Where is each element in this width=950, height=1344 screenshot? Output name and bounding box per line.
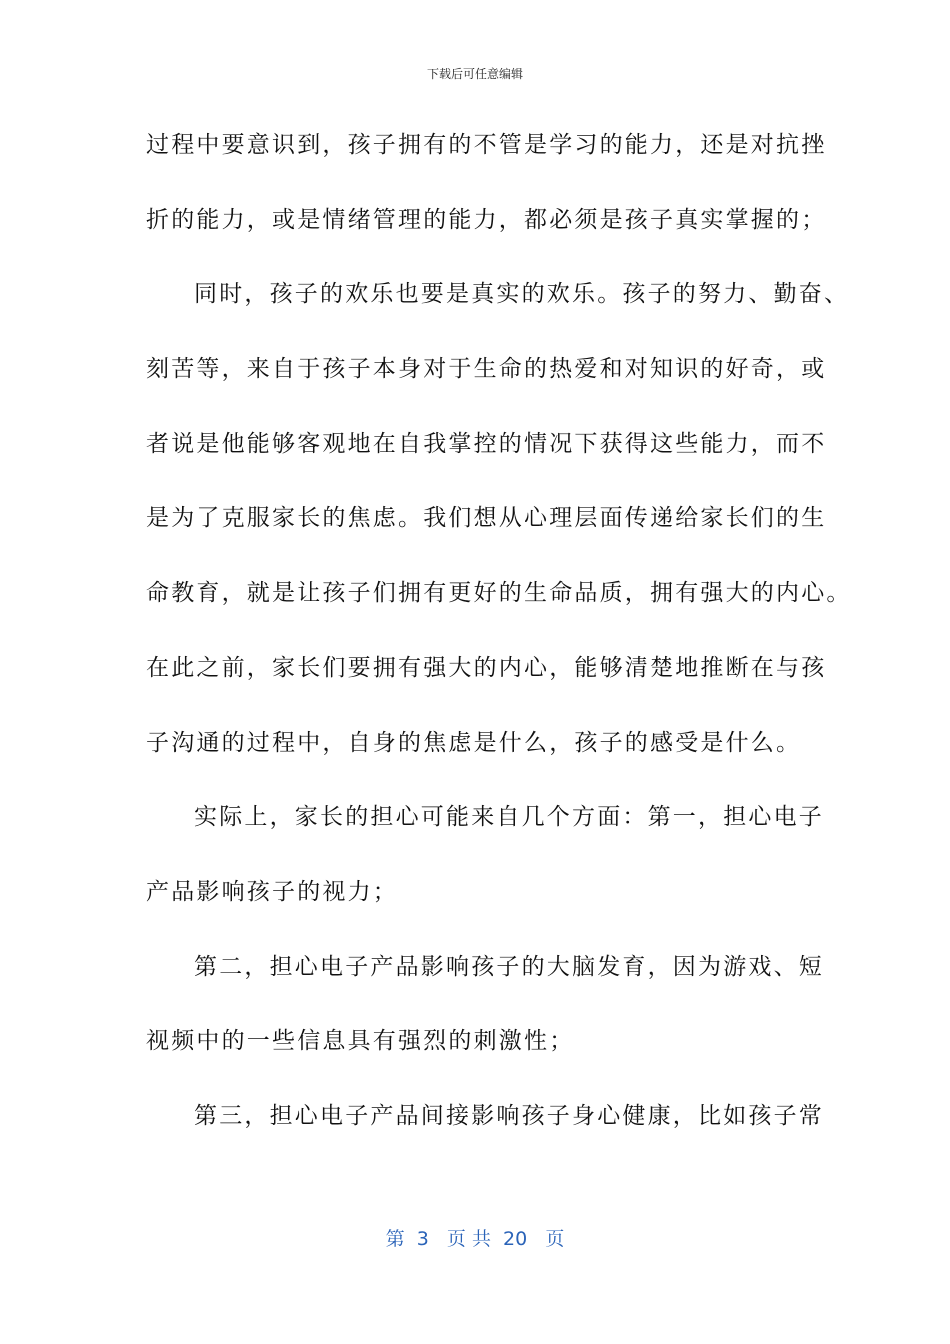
text-line: 刻苦等，来自于孩子本身对于生命的热爱和对知识的好奇，或 <box>146 356 827 383</box>
text-line: 在此之前，家长们要拥有强大的内心，能够清楚地推断在与孩 <box>146 654 827 681</box>
text-line: 视频中的一些信息具有强烈的刺激性； <box>146 1028 575 1055</box>
text-line: 者说是他能够客观地在自我掌控的情况下获得这些能力，而不 <box>146 430 827 457</box>
paragraph-start-line: 第二，担心电子产品影响孩子的大脑发育，因为游戏、短 <box>194 953 824 980</box>
paragraph-start-line: 同时，孩子的欢乐也要是真实的欢乐。孩子的努力、勤奋、 <box>194 281 850 308</box>
paragraph-start-line: 实际上，家长的担心可能来自几个方面：第一，担心电子 <box>194 804 824 831</box>
text-line: 产品影响孩子的视力； <box>146 878 398 905</box>
paragraph-start-line: 第三，担心电子产品间接影响孩子身心健康，比如孩子常 <box>194 1102 824 1129</box>
document-body <box>146 122 852 1168</box>
page-number-footer: 第 3 页 共 20 页 <box>385 1228 565 1250</box>
page-header: 下载后可任意编辑 <box>426 67 523 81</box>
text-line: 是为了克服家长的焦虑。我们想从心理层面传递给家长们的生 <box>146 505 827 532</box>
text-line: 过程中要意识到，孩子拥有的不管是学习的能力，还是对抗挫 <box>146 132 827 158</box>
text-line: 折的能力，或是情绪管理的能力，都必须是孩子真实掌握的； <box>146 206 827 233</box>
text-line: 子沟通的过程中，自身的焦虑是什么，孩子的感受是什么。 <box>146 729 802 756</box>
text-line: 命教育，就是让孩子们拥有更好的生命品质，拥有强大的内心。 <box>146 580 852 607</box>
